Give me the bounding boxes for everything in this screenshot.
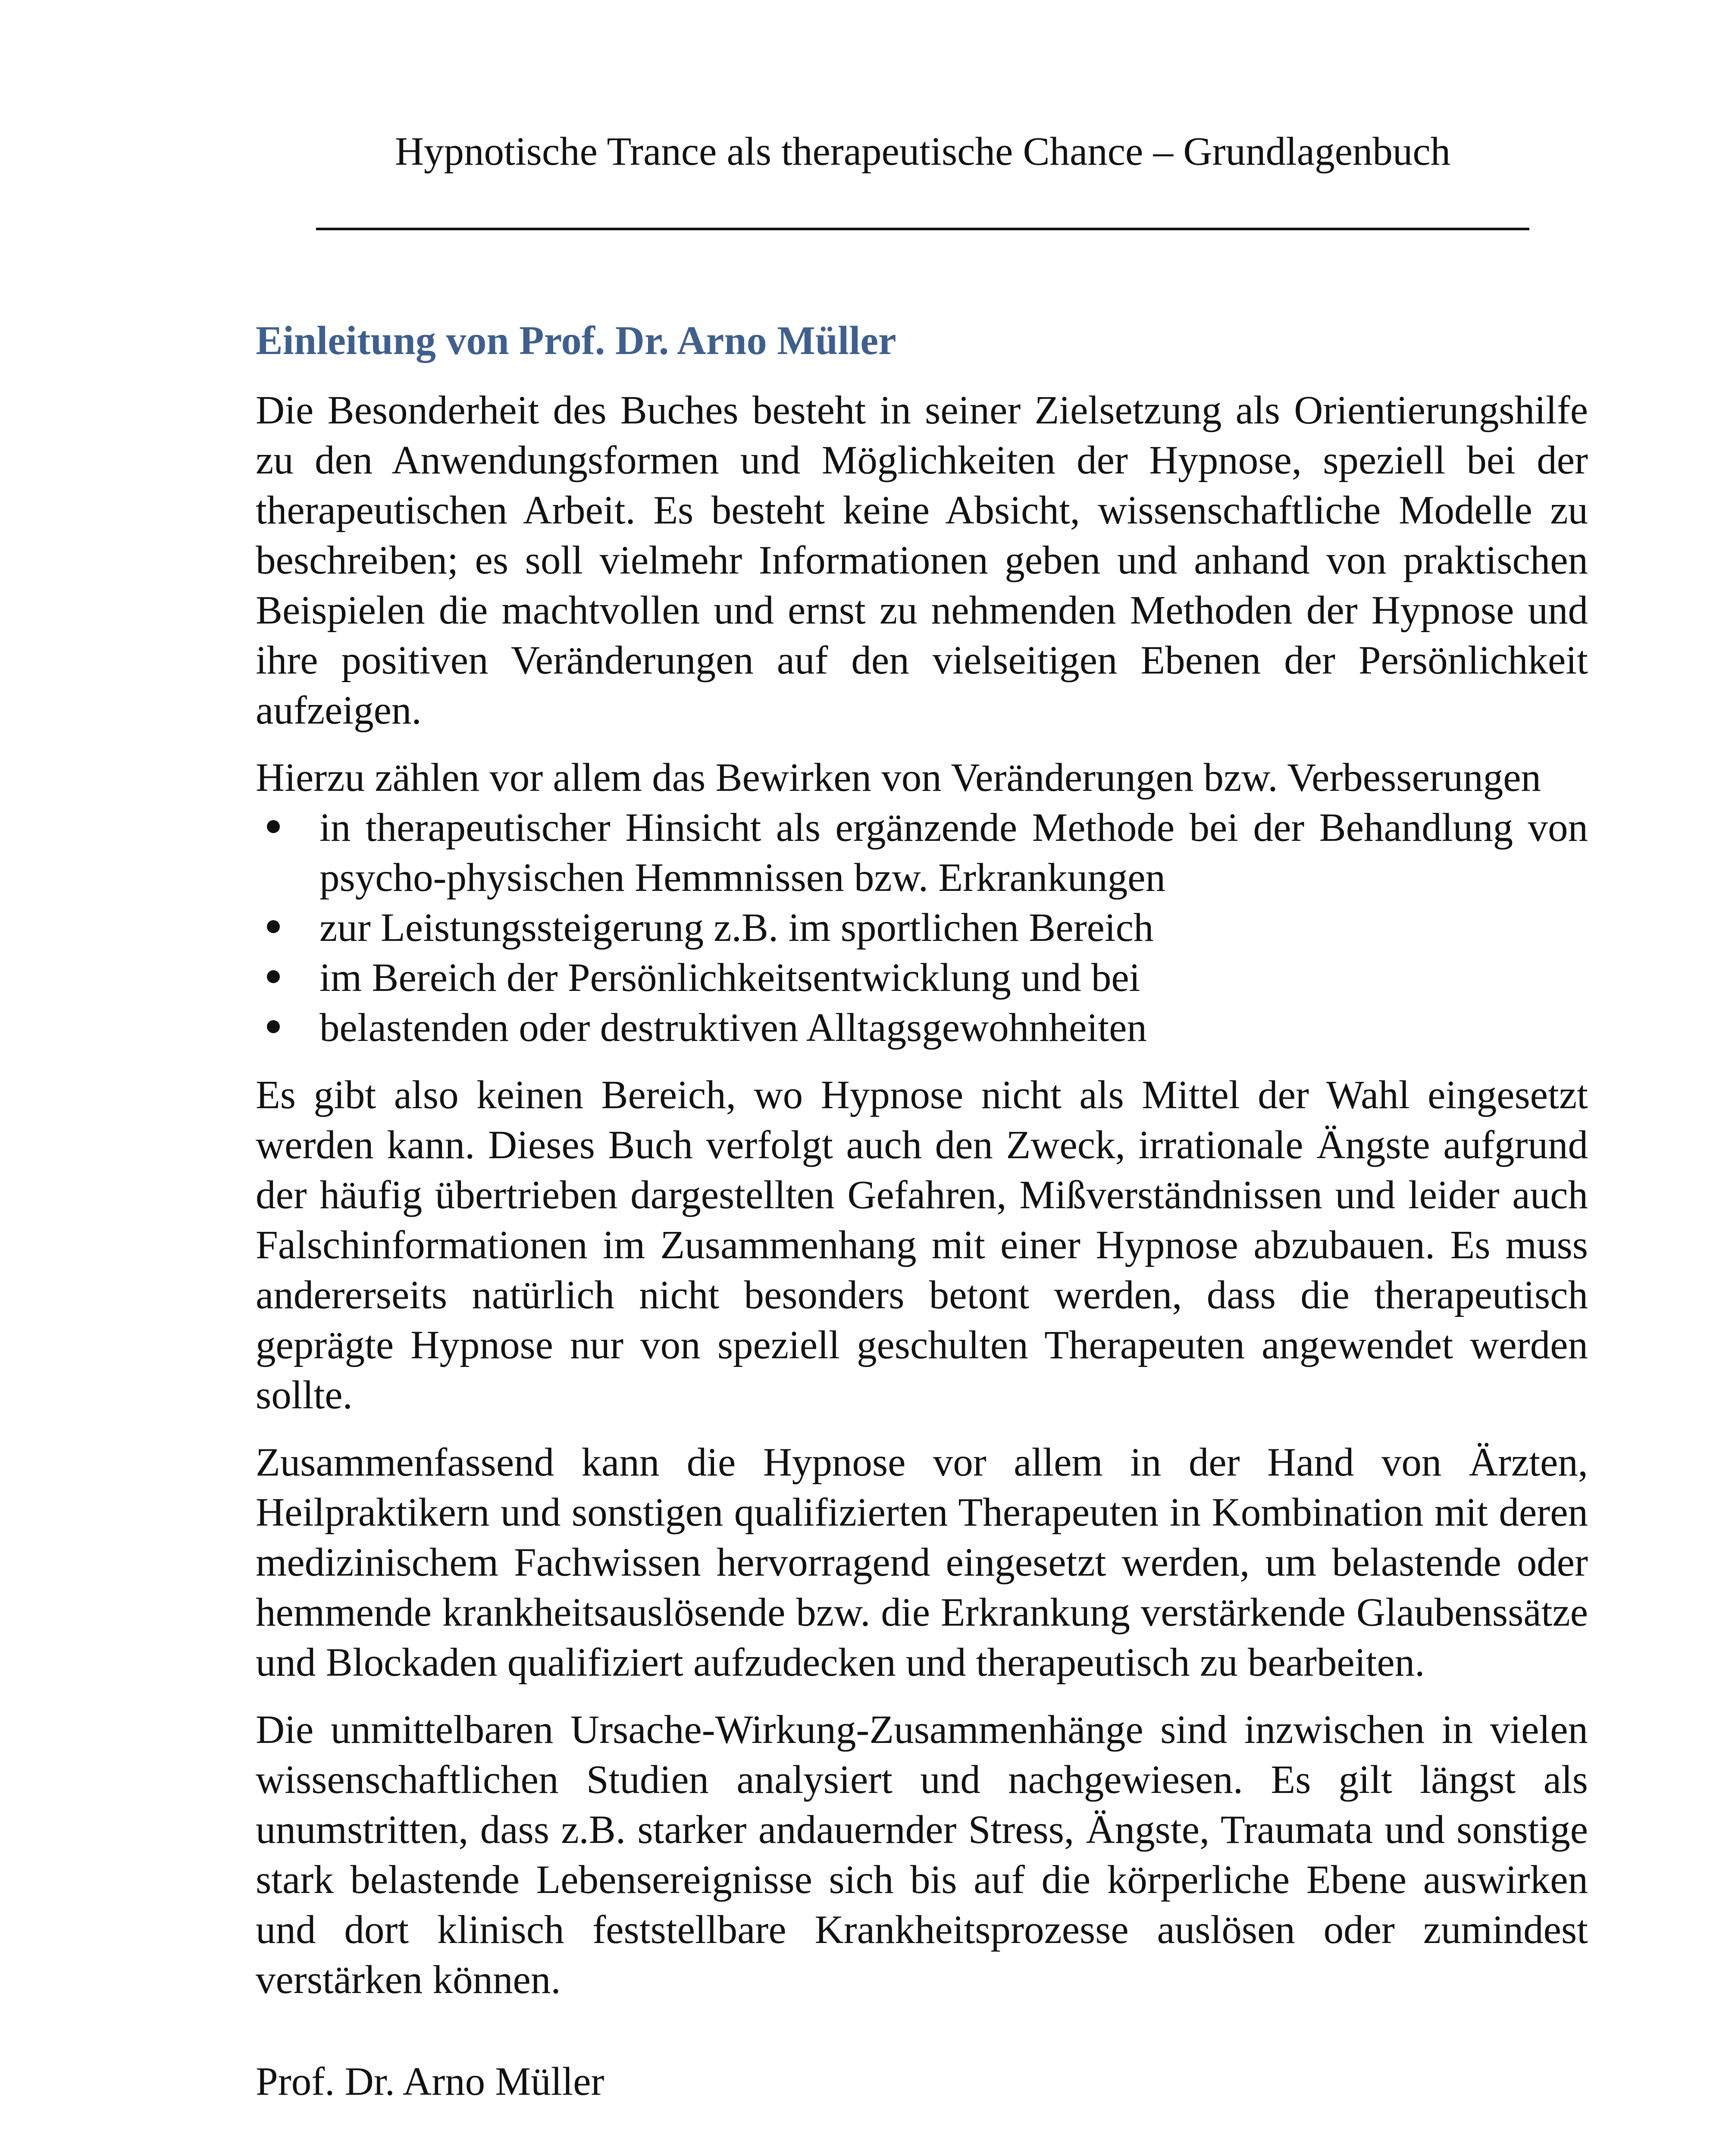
paragraph-areas: Es gibt also keinen Bereich, wo Hypnose nicht als Mittel der Wahl eingesetzt werden kann. Dieses Buch verfolgt auch den Zweck, irrationale Ängste aufgrund der häufig übertrieben dargestellten Gefahren, Mißverständnissen und leider auch Falschinformationen im Zusammenhang mit einer Hypnose abzubauen. Es muss andererseits natürlich nicht besonders betont werden, dass die therapeutisch geprägte Hypnose nur von speziell geschulten Therapeuten angewendet werden sollte. — [256, 1073, 1588, 1417]
list-item-text: im Bereich der Persönlichkeitsentwicklung und bei — [319, 956, 1140, 1000]
list-item-text: in therapeutischer Hinsicht als ergänzende Methode bei der Behandlung von psycho-physischen Hemmnissen bzw. Erkrankungen — [319, 805, 1588, 900]
bullet-icon — [267, 920, 280, 933]
list-item-text: belastenden oder destruktiven Alltagsgewohnheiten — [319, 1006, 1147, 1050]
paragraph-summary: Zusammenfassend kann die Hypnose vor allem in der Hand von Ärzten, Heilpraktikern und sonstigen qualifizierten Therapeuten in Kombination mit deren medizinischem Fachwissen hervorragend eingesetzt werden, um belastende oder hemmende krankheitsauslösende bzw. die Erkrankung verstärkende Glaubenssätze und Blockaden qualifiziert aufzudecken und therapeutisch zu bearbeiten. — [256, 1440, 1588, 1685]
bullet-icon — [267, 970, 280, 983]
list-item — [256, 903, 1588, 953]
list-item-text: zur Leistungssteigerung z.B. im sportlichen Bereich — [319, 906, 1154, 950]
list-item — [256, 803, 1588, 903]
header-divider — [316, 228, 1529, 230]
bullet-list — [256, 803, 1588, 1053]
bullet-icon — [267, 820, 280, 833]
list-item — [256, 953, 1588, 1003]
page-body — [256, 315, 1588, 2107]
paragraph-studies: Die unmittelbaren Ursache-Wirkung-Zusammenhänge sind inzwischen in vielen wissenschaftlichen Studien analysiert und nachgewiesen. Es gilt längst als unumstritten, dass z.B. starker andauernder Stress, Ängste, Traumata und sonstige stark belastende Lebensereignisse sich bis auf die körperliche Ebene auswirken und dort klinisch feststellbare Krankheitsprozesse auslösen oder zumindest verstärken können. — [256, 1708, 1588, 2002]
running-header: Hypnotische Trance als therapeutische Chance – Grundlagenbuch — [395, 129, 1451, 174]
section-title: Einleitung von Prof. Dr. Arno Müller — [256, 318, 896, 363]
paragraph-list-lead: Hierzu zählen vor allem das Bewirken von Veränderungen bzw. Verbesserungen — [256, 755, 1541, 800]
author-signature: Prof. Dr. Arno Müller — [256, 2059, 604, 2104]
bullet-icon — [267, 1020, 280, 1033]
list-item — [256, 1003, 1588, 1053]
paragraph-intro: Die Besonderheit des Buches besteht in seiner Zielsetzung als Orientierungshilfe zu den Anwendungsformen und Möglichkeiten der Hypnose, speziell bei der therapeutischen Arbeit. Es besteht keine Absicht, wissenschaftliche Modelle zu beschreiben; es soll vielmehr Informationen geben und anhand von praktischen Beispielen die machtvollen und ernst zu nehmenden Methoden der Hypnose und ihre positiven Veränderungen auf den vielseitigen Ebenen der Persönlichkeit aufzeigen. — [256, 388, 1588, 733]
